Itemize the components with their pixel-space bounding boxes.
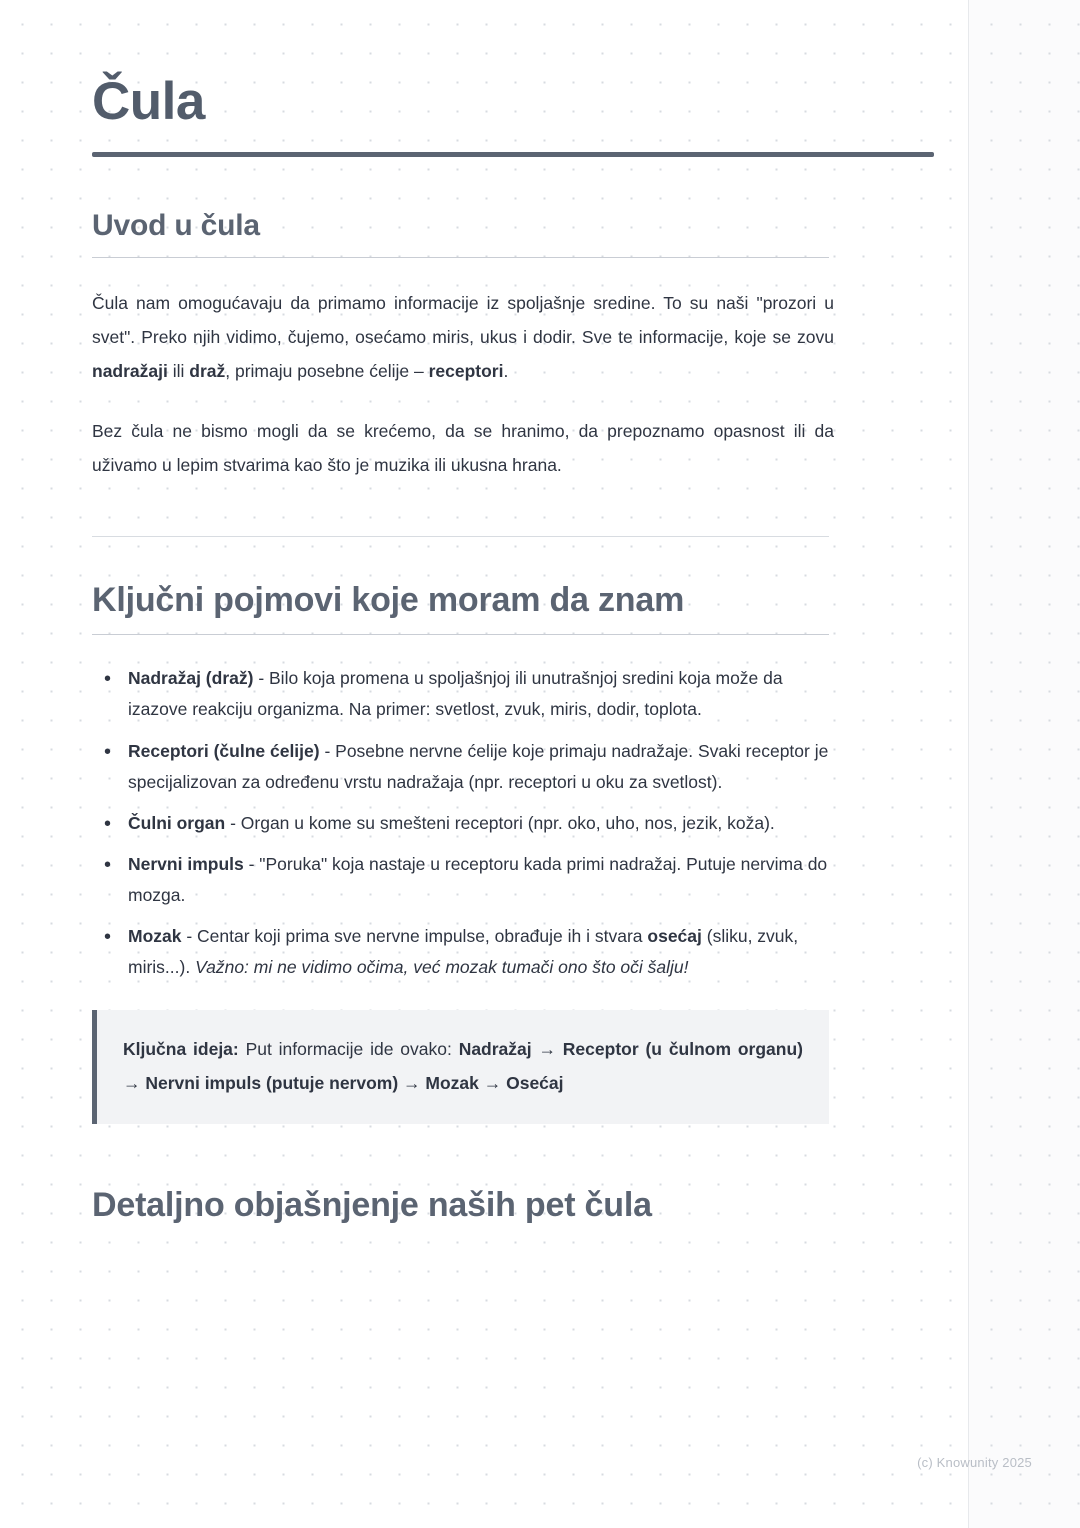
- right-margin-strip: [968, 0, 1080, 1528]
- term-italic-note: Važno: mi ne vidimo očima, već mozak tumači ono što oči šalju!: [195, 957, 689, 978]
- term-description: - Posebne nervne ćelije koje primaju nadražaje. Svaki receptor je specijalizovan za određenu vrstu nadražaja (npr. receptori u oku za svetlost).: [128, 740, 829, 792]
- term-description: - Organ u kome su smešteni receptori (npr. oko, uho, nos, jezik, koža).: [225, 812, 775, 833]
- section-heading-key-terms: Ključni pojmovi koje moram da znam: [92, 581, 685, 620]
- intro-paragraph-2: Bez čula ne bismo mogli da se krećemo, da se hranimo, da prepoznamo opasnost ili da uživamo u lepim stvarima kao što je muzika ili ukusna hrana.: [92, 421, 834, 476]
- content-divider: [92, 536, 829, 537]
- section-details: [92, 1186, 834, 1225]
- intro-text-2: ili: [167, 360, 190, 381]
- term-label: Čulni organ: [128, 812, 226, 833]
- intro-bold-draz: draž: [189, 360, 226, 381]
- watermark: (c) Knowunity 2025: [917, 1455, 1032, 1470]
- document-content: [92, 74, 834, 1239]
- list-item: [92, 808, 834, 839]
- intro-text-3: , primaju posebne ćelije –: [225, 360, 429, 381]
- callout-chain: Nadražaj → Receptor (u čulnom organu) → Nervni impuls (putuje nervom) → Mozak → Osećaj: [123, 1038, 803, 1093]
- list-item: [92, 849, 834, 911]
- intro-paragraph-1: [92, 286, 834, 388]
- key-idea-callout: [92, 1010, 829, 1124]
- section-divider-key-terms: [92, 634, 829, 635]
- section-divider-intro: [92, 257, 829, 258]
- title-divider: [92, 152, 934, 157]
- term-description: - Bilo koja promena u spoljašnjoj ili unutrašnjoj sredini koja može da izazove reakciju organizma. Na primer: svetlost, zvuk, miris, dodir, toplota.: [128, 668, 783, 720]
- section-heading-intro: Uvod u čula: [92, 208, 260, 242]
- term-label: Receptori (čulne ćelije): [128, 740, 320, 761]
- list-item: [92, 921, 834, 983]
- term-description-2: (sliku, zvuk, miris...).: [128, 926, 799, 978]
- intro-text-4: .: [503, 360, 509, 381]
- list-item: [92, 663, 834, 725]
- term-bold-osecaj: osećaj: [647, 926, 702, 947]
- intro-bold-receptori: receptori: [428, 360, 504, 381]
- intro-bold-nadrazaji: nadražaji: [92, 360, 168, 381]
- intro-text-1: Čula nam omogućavaju da primamo informacije iz spoljašnje sredine. To su naši "prozori u svet". Preko njih vidimo, čujemo, osećamo miris, ukus i dodir. Sve te informacije, koje se zovu: [92, 292, 834, 347]
- term-description: - Centar koji prima sve nervne impulse, obrađuje ih i stvara: [181, 926, 648, 947]
- callout-text: [123, 1032, 803, 1100]
- key-terms-list: [92, 663, 834, 983]
- term-label: Nadražaj (draž): [128, 668, 254, 689]
- term-label: Nervni impuls: [128, 853, 244, 874]
- term-label: Mozak: [128, 926, 182, 947]
- list-item: [92, 736, 834, 798]
- term-description: - "Poruka" koja nastaje u receptoru kada primi nadražaj. Putuje nervima do mozga.: [128, 853, 828, 906]
- callout-label: Ključna ideja:: [123, 1038, 239, 1059]
- section-heading-details: Detaljno objašnjenje naših pet čula: [92, 1185, 652, 1224]
- callout-intro: Put informacije ide ovako:: [238, 1038, 459, 1059]
- page-title: Čula: [92, 72, 205, 131]
